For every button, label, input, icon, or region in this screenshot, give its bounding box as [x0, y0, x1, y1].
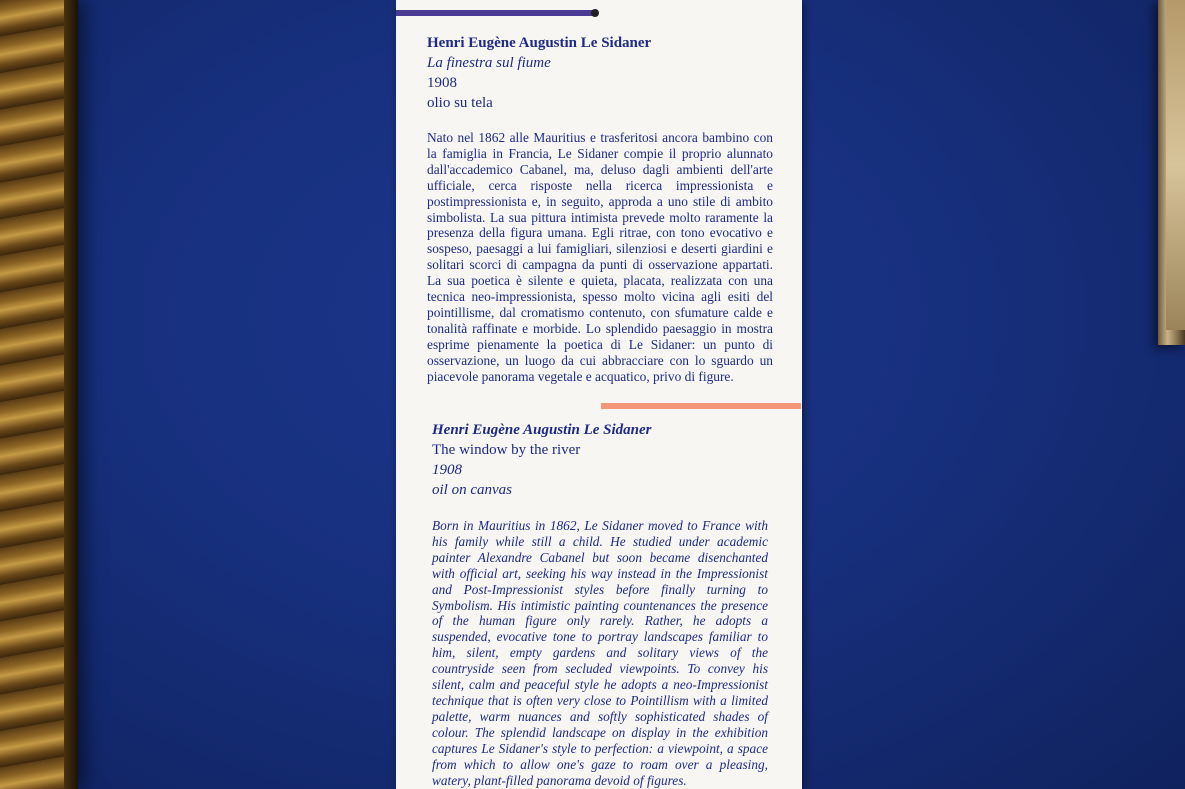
artwork-title-it: La finestra sul fiume	[427, 55, 551, 71]
gilded-frame-right	[1158, 0, 1185, 345]
artist-name-en: Henri Eugène Augustin Le Sidaner	[432, 422, 652, 438]
artwork-year-en: 1908	[432, 462, 462, 478]
english-header	[432, 421, 802, 500]
artwork-year-it: 1908	[427, 75, 457, 91]
museum-placard	[396, 0, 802, 789]
artist-name-it: Henri Eugène Augustin Le Sidaner	[427, 35, 652, 51]
pin-icon	[591, 9, 599, 17]
description-it: Nato nel 1862 alle Mauritius e trasferitosi ancora bambino con la famiglia in Francia, Le Sidaner compie il proprio alunnato dall'accademico Cabanel, ma, deluso dagli ambienti dell'arte ufficiale, cerca risposte nella ricerca impressionista e postimpressionista e, in seguito, approda a uno stile di ambito simbolista. La sua pittura intimista prevede molto raramente la presenza della figura umana. Egli ritrae, con tono evocativo e sospeso, paesaggi a lui famigliari, silenziosi e deserti giardini e solitari scorci di campagna da punti di osservazione appartati. La sua poetica è silente e quieta, placata, realizzata con una tecnica neo-impressionista, spesso molto vicina agli esiti del pointillisme, dal cromatismo contenuto, con sfumature calde e tonalità raffinate e morbide. Lo splendido paesaggio in mostra esprime pienamente la poetica di Le Sidaner: un punto di osservazione, un luogo da cui abbracciare con lo sguardo un piacevole panorama vegetale e acquatico, privo di figure.	[427, 130, 773, 384]
artwork-medium-en: oil on canvas	[432, 482, 512, 498]
artwork-medium-it: olio su tela	[427, 95, 493, 111]
gilded-frame-left	[0, 0, 78, 789]
orange-accent-bar	[601, 403, 801, 409]
artwork-title-en: The window by the river	[432, 442, 581, 458]
purple-accent-bar	[396, 10, 596, 16]
description-en: Born in Mauritius in 1862, Le Sidaner moved to France with his family while still a child. He studied under academic painter Alexandre Cabanel but soon became disenchanted with official art, seeking his way instead in the Impressionist and Post-Impressionist styles before finally turning to Symbolism. His intimistic painting countenances the presence of the human figure only rarely. Rather, he adopts a suspended, evocative tone to portray landscapes familiar to him, silent, empty gardens and solitary views of the countryside seen from secluded viewpoints. To convey his silent, calm and peaceful style he adopts a neo-Impressionist technique that is often very close to Pointillism with a limited palette, warm nuances and softly sophisticated shades of colour. The splendid landscape on display in the exhibition captures Le Sidaner's style to perfection: a viewpoint, a space from which to allow one's gaze to roam over a pleasing, watery, plant-filled panorama devoid of figures.	[432, 518, 768, 788]
italian-header	[427, 34, 797, 113]
